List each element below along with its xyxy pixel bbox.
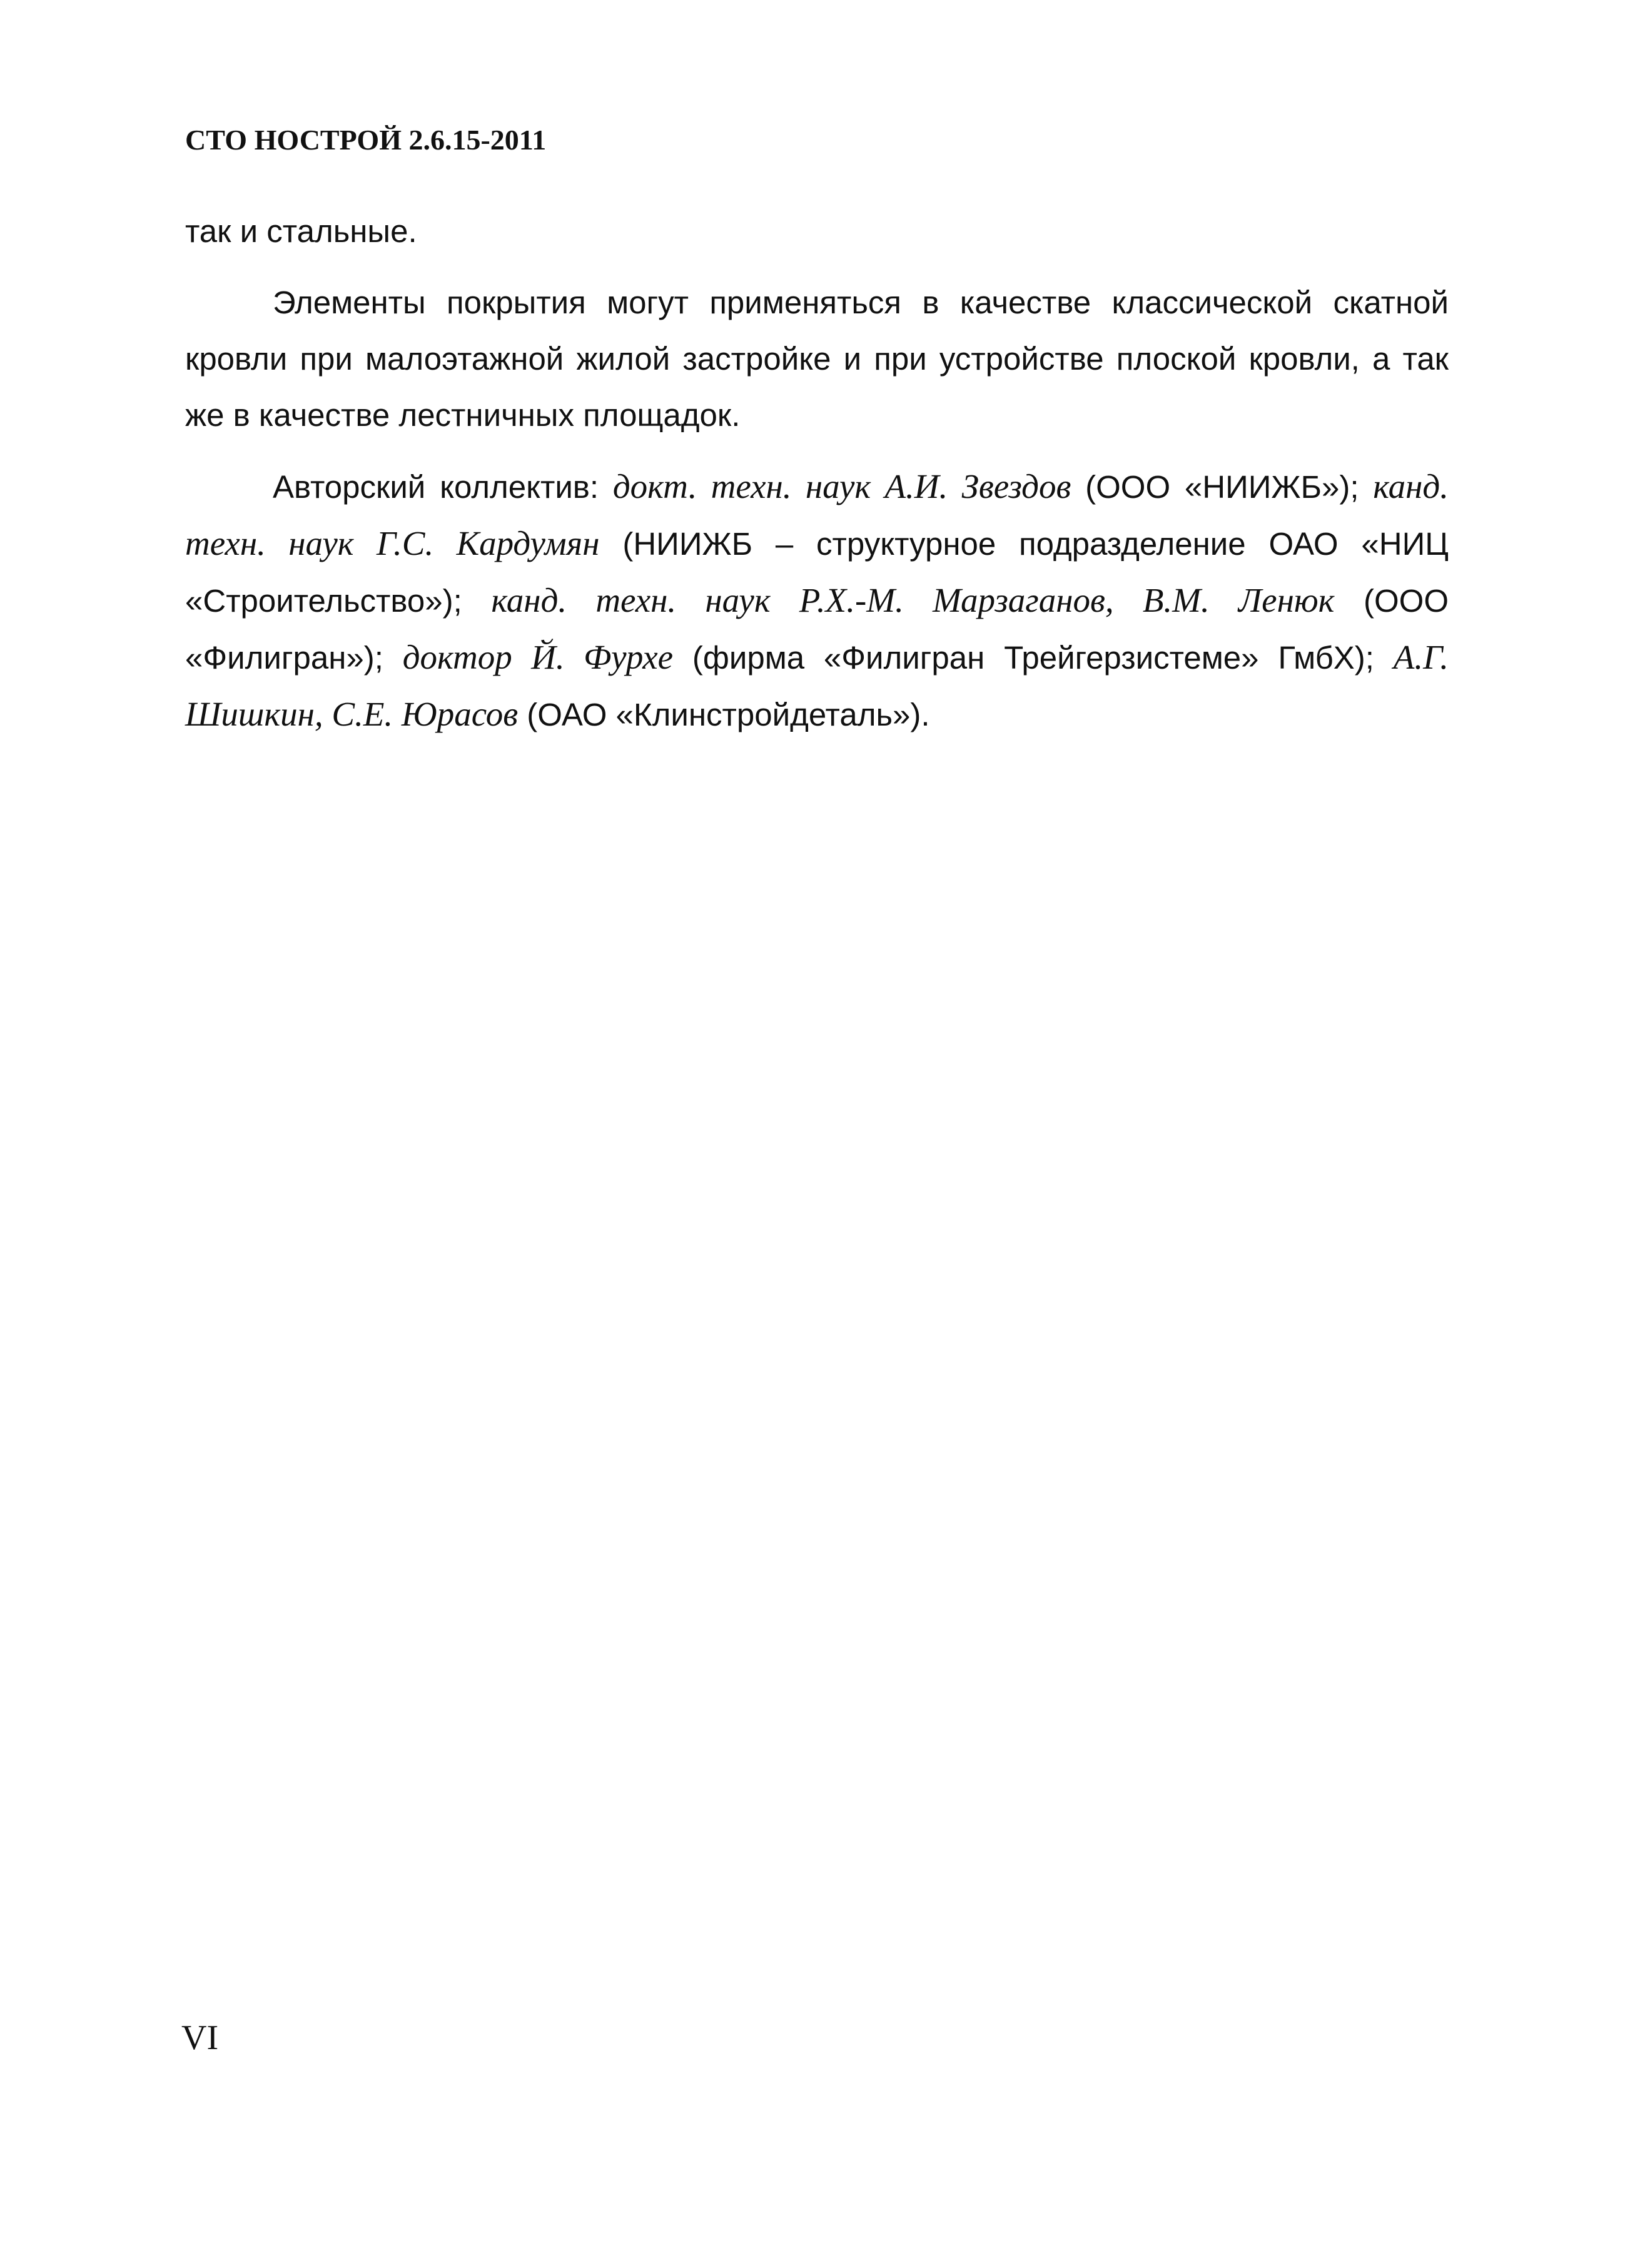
author-affiliation: (ОАО «Клинстройдеталь»). — [518, 697, 930, 732]
paragraph-authors — [185, 458, 1449, 743]
paragraph-roof-elements: Элементы покрытия могут применяться в качестве классической скатной кровли при малоэтажной жилой застройке и при устройстве плоской кровли, а так же в качестве лестничных площадок. — [185, 285, 1449, 433]
author-affiliation: (ООО «НИИЖБ»); — [1071, 469, 1374, 505]
author-affiliation: (фирма «Филигран Трейгерзистеме» ГмбХ); — [673, 640, 1394, 676]
authors-label: Авторский коллектив: — [273, 469, 613, 505]
document-code-header: СТО НОСТРОЙ 2.6.15-2011 — [185, 124, 547, 156]
author-name: А.Г. Шишкин, С.Е. Юрасов — [185, 638, 1449, 733]
author-affiliation: (ООО «Филигран»); — [185, 583, 1449, 676]
document-body — [185, 203, 1449, 758]
author-name: докт. техн. наук А.И. Звездов — [612, 467, 1071, 505]
paragraph-continuation: так и стальные. — [185, 213, 417, 249]
author-name: канд. техн. наук Г.С. Кардумян — [185, 467, 1449, 562]
author-name: канд. техн. наук Р.Х.-М. Марзаганов, В.М. Ленюк — [491, 581, 1335, 619]
author-name: доктор Й. Фурхе — [402, 638, 674, 676]
page-number: VI — [181, 2018, 219, 2057]
author-affiliation: (НИИЖБ – структурное подразделение ОАО «НИЦ «Строительство»); — [185, 526, 1449, 619]
